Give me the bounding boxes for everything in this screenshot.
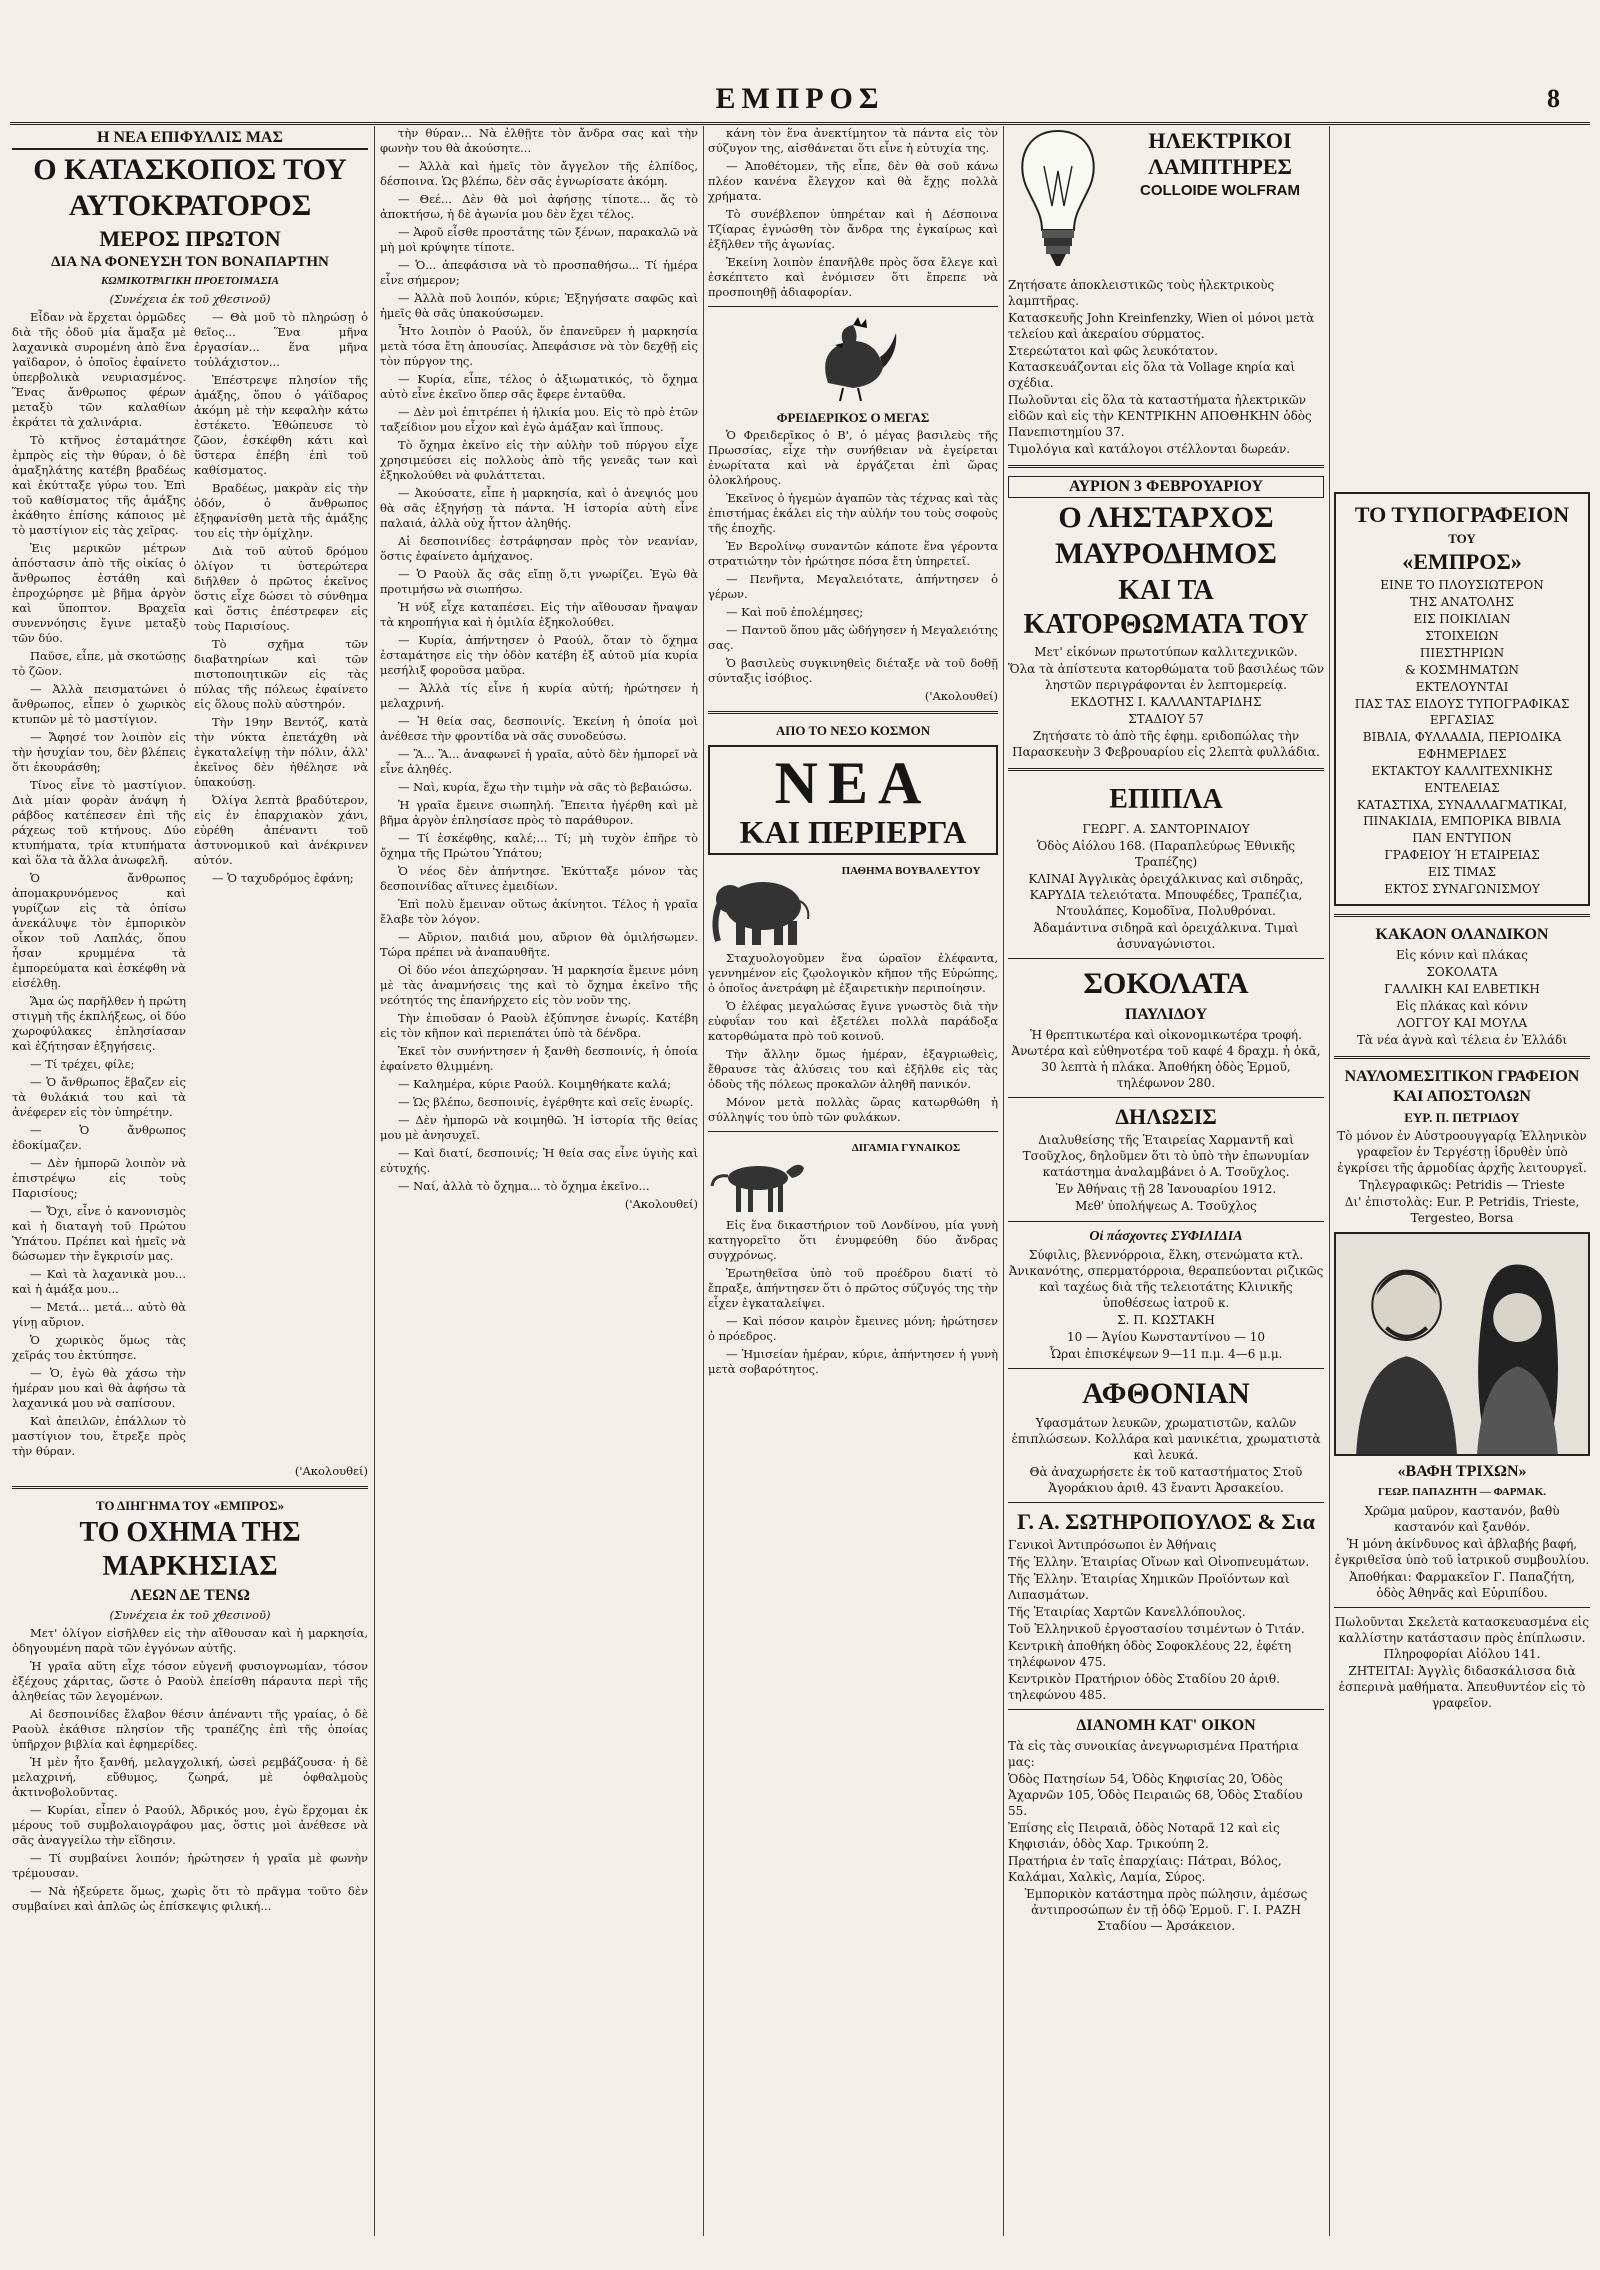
column-rule	[703, 126, 704, 2236]
ad-line: ΖΗΤΕΙΤΑΙ: Ἀγγλὶς διδασκάλισσα διὰ ἑσπερινὰ μαθήματα. Ἀπευθυντέον εἰς τὸ γραφεῖον.	[1338, 1664, 1586, 1710]
column-rule	[1329, 126, 1330, 2236]
ad-line: ΠΑΣ ΤΑΣ ΕΙΔΟΥΣ ΤΥΠΟΓΡΑΦΙΚΑΣ ΕΡΓΑΣΙΑΣ	[1354, 697, 1570, 727]
paragraph: Ὁ Φρειδερῖκος ὁ Β', ὁ μέγας βασιλεὺς τῆς Πρωσσίας, εἶχε τὴν συνήθειαν νὰ ἐγείρεται ἐνωρίτατα καὶ νὰ ἐργάζεται ἐπὶ ὥρας ὁλοκλήρους.	[708, 428, 998, 487]
ad-line: Δι' ἐπιστολὰς: Eur. P. Petridis, Trieste, Tergesteo, Borsa	[1344, 1195, 1580, 1225]
paragraph: — Ἀποθέτομεν, τῆς εἶπε, δὲν θὰ σοῦ κάνω πλέον κανένα ἔλεγχον καὶ θὰ ἔχῃς πολλὰ χρήματα.	[708, 159, 998, 203]
column-ads-a	[1008, 126, 1324, 2236]
paragraph: — Ἡ θεία σας, δεσποινίς. Ἐκείνη ἡ ὁποία μοὶ ἀνέθεσε τὴν φροντίδα νὰ σᾶς συνοδεύσω.	[380, 714, 698, 743]
paragraph: — Τί τρέχει, φίλε;	[30, 1057, 135, 1071]
print-shop-ad	[1334, 492, 1590, 906]
elephant-illustration	[708, 861, 818, 951]
divider	[708, 711, 998, 714]
ad-line: Πωλοῦνται εἰς ὅλα τὰ καταστήματα ἠλεκτρικῶν εἰδῶν καὶ εἰς τὴν ΚΕΝΤΡΙΚΗΝ ΑΠΟΘΗΚΗΝ ὁδὸς Πανεπιστημίου 37.	[1008, 393, 1312, 439]
paragraph: — Κυρίαι, εἶπεν ὁ Ραούλ, Ἀδρικός μου, ἐγὼ ἔρχομαι ἐκ μέρους τοῦ συμβολαιογράφου μας, ὅστις μοὶ ἀνέθεσε νὰ σᾶς ἀναγγείλω τὴν εἴδησιν.	[12, 1803, 368, 1847]
ad-line: ΠΙΕΣΤΗΡΙΩΝ	[1419, 646, 1505, 660]
dog-text	[708, 1218, 998, 1377]
paragraph: Τίνος εἶνε τὸ μαστίγιον. Διὰ μίαν φορὰν ἀνάψη ἡ ράβδος κατέπεσεν ἐπὶ τῆς ράχεως τοῦ κτήνους. Δύο κτυπήματα, τρία κτυπήματα καὶ ὅλα τὰ ἄλλα ἀνωφελῆ.	[12, 778, 186, 867]
ad-line: Τὸ μόνον ἐν Αὐστροουγγαρίᾳ Ἑλληνικὸν γραφεῖον ἐν Τεργέστῃ ἱδρυθὲν ὑπὸ ἐγκρίσει τῆς ἁρμοδίας ἀρχῆς λειτουργεῖ.	[1337, 1129, 1587, 1175]
ad-line: ΕΙΣ ΤΙΜΑΣ	[1428, 865, 1496, 879]
serial-body	[12, 310, 368, 1462]
print-shop-name: «ΕΜΠΡΟΣ»	[1402, 549, 1522, 574]
ad-line: Κεντρικὴ ἀποθήκη ὁδὸς Σοφοκλέους 22, ἐφέτη τηλέφωνον 475.	[1008, 1639, 1292, 1669]
clinic-ad-text	[1008, 1247, 1324, 1362]
column-ads-b	[1334, 126, 1590, 2236]
ad-line: Τῆς Ἑλλην. Ἑταιρίας Χημικῶν Προϊόντων καὶ Λιπασμάτων.	[1008, 1572, 1290, 1602]
chocolate-ad-title: ΣΟΚΟΛΑΤΑ	[1083, 967, 1249, 1000]
ad-line: ΕΚΤΕΛΟΥΝΤΑΙ	[1415, 680, 1509, 694]
paragraph: Καὶ ἀπειλῶν, ἐπάλλων τὸ μαστίγιον του, ἔτρεξε πρὸς τὴν θύραν.	[12, 1414, 186, 1458]
paragraph: — Ἀκούσατε, εἶπε ἡ μαρκησία, καὶ ὁ ἀνεψιός μου θὰ σᾶς ἐξηγήσῃ τὰ πάντα. Ἡ ἱστορία αὐτὴ εἶνε παλαιά, ἀλλὰ οὐχ ἧττον ἀληθής.	[380, 486, 698, 530]
distribution-text	[1008, 1738, 1324, 1885]
ad-line: Ἀποθήκαι: Φαρμακεῖον Γ. Παπαζήτη, ὁδὸς Ἀθηνᾶς καὶ Εὐριπίδου.	[1349, 1570, 1575, 1600]
paragraph: — Ἀλλὰ καὶ ἡμεῖς τὸν ἄγγελον τῆς ἐλπίδος, δέσποινα. Ὡς βλέπω, δὲν σᾶς ἐγνωρίσατε ἀκόμη.	[380, 159, 698, 188]
hair-dye-portrait	[1334, 1232, 1590, 1456]
ad-line: Εἰς κόνιν καὶ πλάκας	[1396, 948, 1528, 962]
ad-line: ΚΑΤΑΣΤΙΧΑ, ΣΥΝΑΛΛΑΓΜΑΤΙΚΑΙ, ΠΙΝΑΚΙΔΙΑ, ΕΜΠΟΡΙΚΑ ΒΙΒΛΙΑ	[1356, 798, 1568, 828]
print-shop-text	[1342, 577, 1582, 897]
ad-line: Πρατήρια ἐν ταῖς ἐπαρχίαις: Πάτραι, Βόλος, Καλάμαι, Χαλκὶς, Λαμία, Σύρος.	[1008, 1854, 1282, 1884]
divider	[1008, 1502, 1324, 1503]
chocolate-ad-brand: ΠΑΥΛΙΔΟΥ	[1124, 1006, 1208, 1023]
news-text	[708, 126, 998, 300]
paragraph: — Ἄφησέ τον λοιπὸν εἰς τὴν ἡσυχίαν του, δὲν βλέπεις ὅτι ἐκουράσθη;	[12, 730, 186, 774]
novel-author: ΛΕΩΝ ΔΕ ΤΕΝΩ	[130, 1587, 250, 1604]
ad-line: ΠΑΝ ΕΝΤΥΠΟΝ	[1412, 831, 1512, 845]
serial-title: Ο ΚΑΤΑΣΚΟΠΟΣ ΤΟΥ ΑΥΤΟΚΡΑΤΟΡΟΣ	[33, 153, 347, 222]
paragraph: Εἶδαν νὰ ἔρχεται ὁρμῶδες διὰ τῆς ὁδοῦ μία ἅμαξα μὲ λαχανικὰ συρομένη ἀπὸ ἕνα γαϊδαρον, ὁ ὁποῖος ἐφαίνετο ὑπερβολικὰ νευριασμένος. Ἕνας ἄνθρωπος φέρων μεταξὺ τῶν καλαθίων ἐκράτει τὰ χαλινάρια.	[12, 310, 186, 429]
paragraph: — Τί ἐσκέφθης, καλέ;... Τί; μὴ τυχὸν ἐπῆρε τὸ ὄχημα τῆς Πρώτου Ὑπάτου;	[380, 831, 698, 860]
serial-subtitle: ΔΙΑ ΝΑ ΦΟΝΕΥΣΗ ΤΟΝ ΒΟΝΑΠΑΡΤΗΝ	[51, 254, 329, 270]
ad-line: ΣΤΟΙΧΕΙΩΝ	[1425, 629, 1499, 643]
divider	[1334, 914, 1590, 917]
ad-line: Ζητήσατε τὸ ἀπὸ τῆς ἐφημ. εριδοπώλας τὴν Παρασκευὴν 3 Φεβρουαρίου εἰς 2λεπτὰ φυλλάδια.	[1012, 729, 1320, 759]
serial-continued: (Συνέχεια ἐκ τοῦ χθεσινοῦ)	[109, 292, 271, 306]
paragraph: — Δὲν μοὶ ἐπιτρέπει ἡ ἡλικία μου. Εἰς τὸ πρὸ ἐτῶν ταξείδιον μου εἶχον καὶ ἐγὼ ἁμάξαν καὶ ἵππους.	[380, 405, 698, 434]
serial-part: ΜΕΡΟΣ ΠΡΩΤΟΝ	[99, 226, 281, 251]
shipping-ad-title: ΝΑΥΛΟΜΕΣΙΤΙΚΟΝ ΓΡΑΦΕΙΟΝ ΚΑΙ ΑΠΟΣΤΟΛΩΝ	[1344, 1068, 1580, 1105]
ad-line: Τηλεγραφικῶς: Petridis — Trieste	[1359, 1178, 1565, 1192]
print-shop-tou: ΤΟΥ	[1448, 531, 1476, 546]
divider	[1008, 1709, 1324, 1710]
ad-line: Ἀδαμάντινα σιδηρᾶ καὶ ὀρειχάλκινα. Τιμαὶ ἀσυναγώνιστοι.	[1033, 921, 1299, 951]
paragraph: Ἡ γραῖα αὕτη εἶχε τόσον εὐγενῆ φυσιογνωμίαν, τόσον ἐξέχους χάριτας, ὥστε ὁ Ραοὺλ ἐπείσθη πάραυτα περὶ τῆς ἀληθείας τῶν λεγομένων.	[12, 1659, 368, 1703]
paragraph: Ἅμα ὡς παρῆλθεν ἡ πρώτη στιγμὴ τῆς ἐκπλήξεως, οἱ δύο χωροφύλακες ἐπλησίασαν καὶ ἐζήτησαν ἐξηγήσεις.	[12, 994, 186, 1053]
paragraph: Ὀλίγα λεπτὰ βραδύτερον, εἰς ἐν ἑπαρχιακὸν χάνι, εὑρέθη ἀπέναντι τοῦ ἀστυνομικοῦ καὶ ἀνέκρινεν αὐτόν.	[194, 793, 368, 867]
ad-line: Υφασμάτων λευκῶν, χρωματιστῶν, καλῶν ἐπιπλώσεων. Κολλάρα καὶ μανικέτια, χρωματιστὰ καὶ λευκά.	[1011, 1416, 1321, 1462]
paragraph: Ὁ βασιλεὺς συγκινηθεὶς διέταξε νὰ τοῦ δοθῇ σύνταξις ἰσόβιος.	[708, 656, 998, 685]
ad-line: ΒΙΒΛΙΑ, ΦΥΛΛΑΔΙΑ, ΠΕΡΙΟΔΙΚΑ	[1362, 730, 1562, 744]
ad-line: & ΚΟΣΜΗΜΑΤΩΝ	[1405, 663, 1519, 677]
bulb-title: ΗΛΕΚΤΡΙΚΟΙ ΛΑΜΠΤΗΡΕΣ	[1148, 128, 1292, 179]
ad-line: ΣΟΚΟΛΑΤΑ	[1426, 965, 1498, 979]
paragraph: Ἐις μερικῶν μέτρων ἀπόστασιν ἀπὸ τῆς οἰκίας ὁ ἄνθρωπος ἐστάθη καὶ ἐπροχώρησε μὲ βῆμα ἀργὸν καὶ ὕποπτον. Βραχεῖα συνεννόησις ἔγινε μεταξὺ τῶν δύο.	[12, 541, 186, 645]
paragraph: Τὴν ἄλλην ὅμως ἡμέραν, ἐξαγριωθεὶς, ἔθραυσε τὰς ἁλύσεις του καὶ ἐξῆλθε εἰς τὰς ὁδοὺς τῆς πόλεως προκαλῶν ἀληθῆ πανικόν.	[708, 1047, 998, 1091]
paragraph: — Ὄχι, εἶνε ὁ κανονισμὸς καὶ ἡ διαταγὴ τοῦ Πρώτου Ὑπάτου. Πρέπει καὶ ἡμεῖς νὰ δώσωμεν τὴν ἔγκρισίν μας.	[12, 1204, 186, 1263]
cocoa-ad-text	[1334, 947, 1590, 1048]
ad-line: Τὰ εἰς τὰς συνοικίας ἀνεγνωρισμένα Πρατήρια μας:	[1008, 1739, 1299, 1769]
shipping-ad-name: ΕΥΡ. Π. ΠΕΤΡΙΔΟΥ	[1404, 1110, 1520, 1125]
rooster-illustration	[798, 313, 908, 403]
cocoa-ad-title: ΚΑΚΑΟΝ ΟΛΑΝΔΙΚΟΝ	[1375, 926, 1549, 943]
paragraph: — Δὲν ἠμπορῶ λοιπὸν νὰ ἐπιστρέψω εἰς τοὺς Παρισίους;	[12, 1156, 186, 1200]
paragraph: — Κυρία, ἀπήντησεν ὁ Ραούλ, ὅταν τὸ ὄχημα ἐσταμάτησε εἰς τὴν ὁδὸν κατέβη ἐξ αὐτοῦ μία κυρία μεσήλιξ φοροῦσα μαῦρα.	[380, 633, 698, 677]
agency-ad-text	[1008, 1537, 1324, 1703]
paragraph: — Ὁ, ἐγὼ θὰ χάσω τὴν ἡμέραν μου καὶ θὰ ἀφήσω τὰ λαχανικά μου νὰ σαπίσουν.	[12, 1366, 186, 1410]
paragraph: — Νὰ ἠξεύρετε ὅμως, χωρὶς ὅτι τὸ πρᾶγμα τοῦτο δὲν συμβαίνει καὶ ἀπλῶς ὡς ἐπίσκεψις φιλική...	[12, 1884, 368, 1913]
paragraph: Τὴν ἐπιοῦσαν ὁ Ραοὺλ ἐξύπνησε ἐνωρίς. Κατέβη εἰς τὸν κῆπον καὶ περιεπάτει ὑπὸ τὰ δένδρα.	[380, 1011, 698, 1040]
chocolate-ad-text	[1008, 1027, 1324, 1091]
serial-text-right	[194, 310, 368, 1462]
hair-dye-subtitle: ΓΕΩΡ. ΠΑΠΑΖΗΤΗ — ΦΑΡΜΑΚ.	[1377, 1486, 1547, 1498]
ad-line: ΕΦΗΜΕΡΙΔΕΣ	[1417, 747, 1507, 761]
serial-text-left	[12, 310, 186, 1462]
ad-line: ΣΤΑΔΙΟΥ 57	[1128, 712, 1204, 726]
ad-line: Ἡ θρεπτικωτέρα καὶ οἰκονομικωτέρα τροφή. Ἀνωτέρα καὶ εὐθηνοτέρα τοῦ καφέ 4 δραχμ. ἡ ὀκᾶ, 30 λεπτὰ ἡ πλάκα. Ἀποθήκη ὁδὸς Ἑρμοῦ, τηλέφωνον 280.	[1011, 1028, 1321, 1090]
book-ad-title: Ο ΛΗΣΤΑΡΧΟΣ ΜΑΥΡΟΔΗΜΟΣ	[1055, 501, 1277, 570]
divider	[1334, 1056, 1590, 1059]
fabric-ad-title: ΑΦΘΟΝΙΑΝ	[1082, 1377, 1250, 1410]
divider	[1008, 1097, 1324, 1098]
ad-line: Γενικοὶ Ἀντιπρόσωποι ἐν Ἀθήναις	[1008, 1538, 1217, 1552]
classified-text	[1334, 1614, 1590, 1711]
ad-line: Μεθ' ὑπολήψεως Α. Τσοῦχλος	[1075, 1199, 1257, 1213]
ad-line: Τῆς Ἑταιρίας Χαρτῶν Κανελλόπουλος.	[1008, 1605, 1246, 1619]
divider	[1008, 1368, 1324, 1369]
divider	[12, 1486, 368, 1489]
paragraph: Τὸ ὄχημα ἐκεῖνο εἰς τὴν αὐλὴν τοῦ πύργου εἶχε χρησιμεύσει εἰς πολλοὺς ἀπὸ τῆς γενεᾶς των καὶ ἐξηκολούθει νὰ φυλάττεται.	[380, 438, 698, 482]
ads-twin-columns	[1008, 779, 1324, 1215]
ad-line: Ἡ μόνη ἀκίνδυνος καὶ ἀβλαβής βαφή, ἐγκριθεῖσα ὑπὸ τοῦ ἰατρικοῦ συμβουλίου.	[1334, 1537, 1590, 1567]
paragraph: — Ἀλλὰ πεισματώνει ὁ ἄνθρωπος, εἶπεν ὁ χωρικὸς κτυπῶν μὲ τὸ μαστίγιον.	[12, 682, 186, 726]
paragraph: Μόνον μετὰ πολλὰς ὥρας κατωρθώθη ἡ σύλληψίς του ὑπὸ τῶν φυλάκων.	[708, 1095, 998, 1124]
fabric-ad-text	[1008, 1415, 1324, 1496]
agency-ad-title: Γ. Α. ΣΩΤΗΡΟΠΟΥΛΟΣ & Σια	[1017, 1509, 1315, 1534]
paragraph: Τὴν 19ην Βεντόζ, κατὰ τὴν νύκτα ἐπετάχθη νὰ ἐγκαταλείψῃ τὴν πόλιν, ἀλλ' ἐκεῖνος δὲν ἠθέλησε νὰ ὑπακούσῃ.	[194, 715, 368, 789]
ad-line: Ὁδὸς Πατησίων 54, Ὁδὸς Κηφισίας 20, Ὁδὸς Ἀχαρνῶν 105, Ὁδὸς Πειραιῶς 68, Ὁδὸς Σταδίου 55.	[1008, 1772, 1303, 1818]
dog-illustration	[708, 1138, 808, 1218]
paragraph: Αἱ δεσποινίδες ἐστράφησαν πρὸς τὸν νεανίαν, ὅστις ἐφαίνετο ἀμήχανος.	[380, 534, 698, 563]
rooster-title: ΦΡΕΙΔΕΡΙΚΟΣ Ο ΜΕΓΑΣ	[776, 410, 930, 425]
paragraph: Τὸ συνέβλεπον ὑπηρέταν καὶ ἡ Δέσποινα Τζίαρας ἐγνώσθη τὸν ἄνδρα της ἐγκαίρως καὶ ἐξῆλθεν τῆς ἀγωνίας.	[708, 207, 998, 251]
paragraph: Ὁ ἐλέφας μεγαλώσας ἔγινε γνωστὸς διὰ τὴν εὐφυΐαν του καὶ ἐξετέλει πολλὰ παράδοξα κατορθώματα πρὸ τοῦ κοινοῦ.	[708, 999, 998, 1043]
serial-signoff: ('Ακολουθεί)	[294, 1464, 368, 1478]
paragraph: Τὸ σχῆμα τῶν διαβατηρίων καὶ τῶν πιστοποιητικῶν εἰς τὰς πύλας τῆς πόλεως ἐφαίνετο εἰς ὅλους πολὺ αὐστηρόν.	[194, 637, 368, 711]
nea-subtitle: ΚΑΙ ΠΕΡΙΕΡΓΑ	[739, 814, 967, 850]
paragraph: — Τί συμβαίνει λοιπόν; ἠρώτησεν ἡ γραῖα μὲ φωνὴν τρέμουσαν.	[12, 1851, 368, 1880]
ad-line: Χρῶμα μαῦρον, καστανόν, βαθὺ καστανόν καὶ ξανθόν.	[1364, 1504, 1560, 1534]
divider	[1008, 465, 1324, 468]
paragraph: — Καὶ τὰ λαχανικὰ μου... καὶ ἡ ἁμάξα μου...	[12, 1267, 186, 1296]
paragraph: Ἐκείνη λοιπὸν ἐπανῆλθε πρὸς ὅσα ἔλεγε καὶ ἐσκέπτετο καὶ ἐνόμισεν ὅτι ἔπρεπε νὰ προσποιηθῇ ἀδιαφορίαν.	[708, 255, 998, 299]
paragraph: Ἐπὶ πολὺ ἔμειναν οὕτως ἀκίνητοι. Τέλος ἡ γραῖα ἔλαβε τὸν λόγον.	[380, 897, 698, 926]
rooster-signoff: ('Ακολουθεί)	[924, 689, 998, 703]
paragraph: Ἐκεῖνος ὁ ἡγεμὼν ἀγαπῶν τὰς τέχνας καὶ τὰς ἐπιστήμας ἐκάλει εἰς τὴν αὐλήν του τοὺς σοφοὺς τῆς ἐποχῆς.	[708, 491, 998, 535]
ad-line: Ζητήσατε ἀποκλειστικῶς τοὺς ἠλεκτρικοὺς λαμπτῆρας.	[1008, 278, 1275, 308]
novel-text-continued	[380, 126, 698, 1194]
paragraph: — Θὰ μοῦ τὸ πληρώσῃ ὁ θεῖος... Ἕνα μῆνα ἐργασίαν... ἕνα μῆνα τοὐλάχιστον...	[194, 310, 368, 369]
bulb-text	[1008, 277, 1324, 457]
ad-line: ΛΟΓΓΟΥ ΚΑΙ ΜΟΥΛΑ	[1396, 1016, 1528, 1030]
ad-line: ΓΡΑΦΕΙΟΥ Ή ΕΤΑΙΡΕΙΑΣ	[1384, 848, 1540, 862]
paragraph: Ἐρωτηθεῖσα ὑπὸ τοῦ προέδρου διατί τὸ ἔπραξε, ἀπήντησεν ὅτι ὁ πρῶτος σύζυγός της τὴν εἶχεν ἐγκαταλείψει.	[708, 1266, 998, 1310]
paragraph: Βραδέως, μακρὰν εἰς τὴν ὁδόν, ὁ ἄνθρωπος ἐξηφανίσθη μετὰ τῆς ἁμάξης του εἰς τὴν ὁμίχλην.	[194, 481, 368, 540]
serial-kicker: Η ΝΕΑ ΕΠΙΦΥΛΛΙΣ ΜΑΣ	[12, 128, 368, 150]
paragraph: — Ἀλλὰ ποῦ λοιπόν, κύριε; Ἐξηγήσατε σαφῶς καὶ ἡμεῖς θὰ σᾶς ὑπακούσωμεν.	[380, 291, 698, 320]
paragraph: Σταχυολογοῦμεν ἕνα ὡραῖον ἐλέφαντα, γεννημένον εἰς ζῳολογικὸν κῆπον τῆς Εὐρώπης, ὁ ὁποῖος ἀνετράφη μὲ ἐξαιρετικὴν περιποίησιν.	[708, 951, 998, 995]
ad-line: ΤΗΣ ΑΝΑΤΟΛΗΣ	[1409, 595, 1515, 609]
sale-text	[1008, 1886, 1324, 1934]
bulb-ad-spacer	[1334, 126, 1590, 486]
distribution-title: ΔΙΑΝΟΜΗ ΚΑΤ' ΟΙΚΟΝ	[1076, 1717, 1256, 1734]
ad-line: Ὧραι ἐπισκέψεων 9—11 π.μ. 4—6 μ.μ.	[1049, 1347, 1283, 1361]
paragraph: — Καὶ ποῦ ἐπολέμησες;	[726, 605, 864, 619]
ad-line: Κεντρικὸν Πρατήριον ὁδὸς Σταδίου 20 ἀριθ. τηλεφώνου 485.	[1008, 1672, 1280, 1702]
paragraph: Ἐκεῖ τὸν συνήντησεν ἡ ξανθὴ δεσποινίς, ἡ ὁποία ἐφαίνετο θλιμμένη.	[380, 1044, 698, 1073]
paragraph: — Αὔριον, παιδιά μου, αὔριον θὰ ὁμιλήσωμεν. Τώρα πρέπει νὰ ἀναπαυθῆτε.	[380, 930, 698, 959]
shipping-ad-text	[1334, 1128, 1590, 1226]
book-ad-subtitle: ΚΑΙ ΤΑ ΚΑΤΟΡΘΩΜΑΤΑ ΤΟΥ	[1023, 575, 1309, 640]
ad-line: Τῆς Ἑλλην. Ἑταιρίας Οἴνων καὶ Οἰνοπνευμάτων.	[1008, 1555, 1310, 1569]
ad-line: ΚΛΙΝΑΙ Ἀγγλικὰς ὀρειχάλκινας καὶ σιδηρᾶς, ΚΑΡΥΔΙΑ τελειότατα. Μπουφέδες, Τραπέζια, Ντουλάπες, Κομοδῖνα, Πολυθρόναι.	[1028, 872, 1304, 918]
ad-line: Κατασκευῆς John Kreinfenzky, Wien οἱ μόνοι μετὰ τελείου καὶ ἀκεραίου σύρματος.	[1008, 311, 1315, 341]
ad-line: ΕΙΣ ΠΟΙΚΙΛΙΑΝ	[1413, 612, 1511, 626]
ad-line: Ὁδὸς Αἰόλου 168. (Παραπλεύρως Ἐθνικῆς Τραπέζης)	[1036, 839, 1296, 869]
portrait-illustration	[1336, 1234, 1588, 1454]
ad-line: Ἐμπορικὸν κατάστημα πρὸς πώλησιν, ἀμέσως ἀντιπροσώπων ἐν τῇ ὁδῷ Ἑρμοῦ. Γ. Ι. ΡΑΖΗ Σταδίου — Ἀρσάκειον.	[1024, 1887, 1308, 1933]
ad-line: Σ. Π. ΚΩΣΤΑΚΗ	[1117, 1313, 1215, 1327]
paragraph: Ἦτο λοιπὸν ὁ Ραούλ, ὅν ἐπανεῦρεν ἡ μαρκησία μετὰ τόσα ἔτη ἀπουσίας. Ἀπεφάσισε νὰ τὸν δεχθῇ εἰς τὸν πύργον της.	[380, 324, 698, 368]
ad-line: ΓΑΛΛΙΚΗ ΚΑΙ ΕΛΒΕΤΙΚΗ	[1384, 982, 1540, 996]
paragraph: — Ἡμισείαν ἡμέραν, κύριε, ἀπήντησεν ἡ γυνὴ μετὰ σοβαρότητος.	[708, 1347, 998, 1376]
paragraph: Εἰς ἕνα δικαστήριον τοῦ Λονδίνου, μία γυνὴ κατηγορεῖτο ὅτι ἐνυμφεύθη δύο ἄνδρας συγχρόνως.	[708, 1218, 998, 1262]
paragraph: Ἡ γραῖα ἔμεινε σιωπηλή. Ἔπειτα ἠγέρθη καὶ μὲ βῆμα ἀργὸν ἐπλησίασε πρὸς τὸ παράθυρον.	[380, 798, 698, 827]
ad-line: Μετ' εἰκόνων πρωτοτύπων καλλιτεχνικῶν.	[1034, 645, 1298, 659]
paragraph: — Ὁ ἄνθρωπος ἐδοκίμαζεν.	[12, 1123, 186, 1152]
ad-line: ΕΚΔΟΤΗΣ Ι. ΚΑΛΛΑΝΤΑΡΙΔΗΣ	[1070, 695, 1262, 709]
elephant-text	[708, 951, 998, 1125]
ad-line: ΕΙΝΕ ΤΟ ΠΛΟΥΣΙΩΤΕΡΟΝ	[1380, 578, 1544, 592]
divider	[1008, 1221, 1324, 1222]
hair-dye-text	[1334, 1503, 1590, 1601]
novel-title: ΤΟ ΟΧΗΜΑ ΤΗΣ ΜΑΡΚΗΣΙΑΣ	[79, 1517, 301, 1582]
paragraph: — Ναί, ἀλλὰ τὸ ὄχημα... τὸ ὄχημα ἐκεῖνο...	[398, 1179, 650, 1193]
novel-text	[12, 1626, 368, 1914]
paragraph: Ὁ χωρικὸς ὅμως τὰς χεῖράς του ἐκτύπησε.	[12, 1333, 186, 1362]
ad-line: Τὰ νέα ἀγνὰ καὶ τέλεια ἐν Ἑλλάδι	[1356, 1033, 1568, 1047]
paragraph: Διὰ τοῦ αὐτοῦ δρόμου ὀλίγον τι ὑστερώτερα διῆλθεν ὁ πρῶτος ἐκεῖνος ὅστις εἶχε δώσει τὸ σύνθημα καὶ ὅστις ἐπέστρεφεν εἰς τοὺς Παρισίους.	[194, 544, 368, 633]
paragraph: κάνη τὸν ἕνα ἀνεκτίμητον τὰ πάντα εἰς τὸν σύζυγον της, αἰσθάνεται ὅτι εἶνε ἡ εὐτυχία της.	[708, 126, 998, 155]
ad-line: Τοῦ Ἑλληνικοῦ ἐργοστασίου τσιμέντων ὁ Τιτάν.	[1008, 1622, 1305, 1636]
paragraph: Τὸ κτῆνος ἐσταμάτησε ἐμπρὸς εἰς τὴν θύραν, ὁ δὲ ἁμαξηλάτης κατέβη βραδέως καὶ ἐκύτταξε γύρω του. Ἐπὶ τοῦ καθίσματος τῆς ἁμάξης ἐκάθητο ἐπίσης κάποιος μὲ τὸ μαστίγιον εἰς τὰς χεῖρας.	[12, 433, 186, 537]
column-rule	[1003, 126, 1004, 2236]
paragraph: — Ὁ Ραοὺλ ἄς σᾶς εἴπῃ ὅ,τι γνωρίζει. Ἐγὼ θὰ προτιμήσω νὰ σιωπήσω.	[380, 567, 698, 596]
paragraph: — Ἀλλὰ τίς εἶνε ἡ κυρία αὐτή; ἠρώτησεν ἡ μελαχρινή.	[380, 681, 698, 710]
bulb-subtitle: COLLOIDE WOLFRAM	[1140, 182, 1300, 199]
paragraph: Παῦσε, εἶπε, μὰ σκοτώσῃς τὸ ζῶον.	[12, 649, 186, 678]
paragraph: — Ὁ ταχυδρόμος ἐφάνη;	[212, 871, 354, 885]
novel-continued: (Συνέχεια ἐκ τοῦ χθεσινοῦ)	[109, 1608, 271, 1622]
column-news	[708, 126, 998, 2236]
divider	[1334, 1607, 1590, 1608]
paragraph: Ὁ νέος δὲν ἀπήντησε. Ἐκύτταξε μόνον τὰς δεσποινίδας αἵτινες ἐμειδίων.	[380, 864, 698, 893]
ad-line: Σύφιλις, βλεννόρροια, ἕλκη, στενώματα κτλ. Ἀνικανότης, σπερματόρροια, θεραπεύονται ριζικῶς καὶ ταχέως διὰ τῆς τελειοτάτης Κλινικῆς ὑποθέσεως ἰατροῦ κ.	[1008, 1248, 1324, 1310]
paragraph: — Θεέ... Δὲν θὰ μοὶ ἀφήσῃς τίποτε... ἄς τὸ ἀποκτήσω, ἡ δὲ ἀγωνία μου δὲν ἔχει τέλος.	[380, 192, 698, 221]
elephant-block	[708, 861, 998, 951]
book-ad-text	[1008, 644, 1324, 760]
ad-line: Τιμολόγια καὶ κατάλογοι στέλλονται δωρεάν.	[1008, 442, 1291, 456]
paragraph: — Ὁ... ἀπεφάσισα νὰ τὸ προσπαθήσω... Τί ἡμέρα εἶνε σήμερον;	[380, 258, 698, 287]
paragraph: Μετ' ὀλίγον εἰσῆλθεν εἰς τὴν αἴθουσαν καὶ ἡ μαρκησία, ὁδηγουμένη παρὰ τῶν ἐγγόνων αὐτῆς.	[12, 1626, 368, 1655]
column-rule	[374, 126, 375, 2236]
page-number: 8	[1547, 84, 1560, 113]
divider	[708, 1131, 998, 1132]
paragraph: — Ναὶ, κυρία, ἔχω τὴν τιμὴν νὰ σᾶς τὸ βεβαιώσω.	[398, 780, 693, 794]
paragraph: Ἐπέστρεψε πλησίον τῆς ἁμάξης, ὅπου ὁ γάϊδαρος ἀκόμη μὲ τὴν κεφαλὴν κάτω ἐστέκετο. Ἐθώπευσε τὸ ζῶον, ἐσκέφθη κάτι καὶ ὕστερα ἐπέβη ἐπὶ τοῦ καθίσματος.	[194, 373, 368, 477]
elephant-head: ΠΑΘΗΜΑ ΒΟΥΒΑΛΕΥΤΟΥ	[841, 865, 981, 877]
ad-line: Εἰς πλάκας καὶ κόνιν	[1396, 999, 1528, 1013]
ad-line: Πωλοῦνται Σκελετὰ κατασκευασμένα εἰς καλλίστην κατάστασιν πρὸς ἐπίπλωσιν. Πληροφορίαι Αἰόλου 141.	[1334, 1615, 1590, 1661]
furniture-ad-text	[1008, 821, 1324, 952]
divider	[1008, 958, 1324, 959]
ad-line: ΕΝΤΕΛΕΙΑΣ	[1424, 781, 1500, 795]
clinic-ad-title: Οἱ πάσχοντες ΣΥΦΙΛΙΔΙΑ	[1089, 1229, 1243, 1244]
bulb-ad	[1008, 126, 1324, 276]
nea-kicker: ΑΠΟ ΤΟ ΝΕΣΟ ΚΟΣΜΟΝ	[775, 723, 931, 738]
book-ad-date: ΑΥΡΙΟΝ 3 ΦΕΒΡΟΥΑΡΙΟΥ	[1008, 476, 1324, 498]
dog-head: ΔΙΓΑΜΙΑ ΓΥΝΑΙΚΟΣ	[851, 1142, 961, 1154]
nea-big-title: ΝΕΑ	[774, 750, 932, 816]
ad-line: Διαλυθείσης τῆς Ἑταιρείας Χαρμαντῆ καὶ Τσοῦχλος, δηλοῦμεν ὅτι τὸ ὑπὸ τὴν ἐπωνυμίαν κατάστημα ἀναλαμβάνει ὁ Α. Τσοῦχλος.	[1022, 1133, 1310, 1179]
paragraph: — Ἂ... Ἂ... ἀναφωνεῖ ἡ γραῖα, αὐτὸ δὲν ἠμπορεῖ νὰ εἶνε ἀληθές.	[380, 747, 698, 776]
novel-signoff: ('Ακολουθεί)	[624, 1197, 698, 1211]
masthead-title: ΕΜΠΡΟΣ	[715, 82, 885, 115]
ad-line: 10 — Ἁγίου Κωνσταντίνου — 10	[1066, 1330, 1266, 1344]
dog-block	[708, 1138, 998, 1218]
paragraph: Ἡ μὲν ἦτο ξανθή, μελαγχολική, ὡσεὶ ρεμβάζουσα· ἡ δὲ μελαχρινή, εὔθυμος, ζωηρά, μὲ ὀφθαλμοὺς ἀκτινοβολοῦντας.	[12, 1755, 368, 1799]
hair-dye-title: «ΒΑΦΗ ΤΡΙΧΩΝ»	[1397, 1463, 1527, 1480]
paragraph: — Καὶ διατί, δεσποινίς; Ἡ θεία σας εἶνε ὑγιὴς καὶ εὐτυχής.	[380, 1146, 698, 1175]
ad-line: Θὰ ἀναχωρήσετε ἐκ τοῦ καταστήματος Στοῦ Ἀγοράκιου ἀριθ. 43 ἔναντι Ἀρσακείου.	[1029, 1465, 1303, 1495]
paragraph: Ἡ νύξ εἶχε καταπέσει. Εἰς τὴν αἴθουσαν ἤναψαν τὰ κηροπήγια καὶ ἡ ὁμιλία ἐξηκολούθει.	[380, 600, 698, 629]
paragraph: — Μετά... μετά... αὐτὸ θὰ γίνῃ αὔριον.	[12, 1300, 186, 1329]
declaration-text	[1008, 1132, 1324, 1214]
ad-line: Ὅλα τὰ ἀπίστευτα κατορθώματα τοῦ βασιλέως τῶν ληστῶν περιγράφονται ἐν λεπτομερείᾳ.	[1008, 662, 1324, 692]
paragraph: — Καλημέρα, κύριε Ραούλ. Κοιμηθήκατε καλά;	[398, 1077, 672, 1091]
ad-line: Στερεώτατοι καὶ φῶς λευκότατον. Κατασκευάζονται εἰς ὅλα τὰ Vollage κηρία καὶ σχέδια.	[1008, 344, 1296, 390]
rooster-text	[708, 428, 998, 686]
paragraph: Αἱ δεσποινίδες ἔλαβον θέσιν ἀπέναντι τῆς γραίας, ὁ δὲ Ραοὺλ ἐκάθισε πλησίον τῆς τραπέζης ἐπὶ τῆς ὁποίας ὑπῆρχον βιβλία καὶ ἐφημερίδες.	[12, 1707, 368, 1751]
ad-line: ΕΚΤΑΚΤΟΥ ΚΑΛΛΙΤΕΧΝΙΚΗΣ	[1371, 764, 1553, 778]
ad-line: Ἐπίσης εἰς Πειραιᾶ, ὁδὸς Νοταρᾶ 12 καὶ εἰς Κηφισιάν, ὁδὸς Χαρ. Τρικούπη 2.	[1008, 1821, 1280, 1851]
ads-left	[1008, 779, 1324, 1215]
paragraph: Ὁ ἄνθρωπος ἀπομακρυνόμενος καὶ γυρίζων εἰς τὰ ὀπίσω ἀνεκάλυψε τὸν ἐμπορικὸν οἶκον τοῦ Λαπλάς, ὅπου ἦσαν κρυμμένα τὰ ἐμπορεύματα καὶ ἐσκέφθη νὰ εἰσέλθῃ.	[12, 871, 186, 990]
paragraph: τὴν θύραν... Νὰ ἐλθῇτε τὸν ἄνδρα σας καὶ τὴν φωνὴν του θὰ ἀκούσητε...	[380, 126, 698, 155]
lightbulb-illustration	[1008, 126, 1108, 276]
column-novel-continued	[380, 126, 698, 2236]
paragraph: — Δὲν ἠμπορῶ νὰ κοιμηθῶ. Ἡ ἱστορία τῆς θείας μου μὲ ἀνησυχεῖ.	[380, 1113, 698, 1142]
divider	[1008, 768, 1324, 771]
nea-masthead	[708, 745, 998, 855]
divider	[708, 306, 998, 307]
serial-section: ΚΩΜΙΚΟΤΡΑΓΙΚΗ ΠΡΟΕΤΟΙΜΑΣΙΑ	[101, 275, 279, 287]
paragraph: — Παντοῦ ὅπου μᾶς ὡδήγησεν ἡ Μεγαλειότης σας.	[708, 623, 998, 652]
paragraph: — Ὁ ἄνθρωπος ἔβαζεν εἰς τὰ θυλάκιά του καὶ τὰ ἀνέφερεν εἰς τὸν ὑπηρέτην.	[12, 1075, 186, 1119]
furniture-ad-title: ΕΠΙΠΛΑ	[1109, 784, 1223, 815]
novel-kicker: ΤΟ ΔΙΗΓΗΜΑ ΤΟΥ «ΕΜΠΡΟΣ»	[95, 1498, 285, 1513]
paragraph: Οἱ δύο νέοι ἀπεχώρησαν. Ἡ μαρκησία ἔμεινε μόνη μὲ τὰς ἀναμνήσεις της καὶ τὸ ὄχημα ἐκεῖνο τῆς νεότητός της ἐπανήρχετο εἰς τὸν νοῦν της.	[380, 963, 698, 1007]
paragraph: — Ὡς βλέπω, δεσποινίς, ἐγέρθητε καὶ σεῖς ἐνωρίς.	[398, 1095, 694, 1109]
paragraph: Ἐν Βερολίνῳ συναντῶν κάποτε ἕνα γέροντα στρατιώτην τὸν ἠρώτησε πόσα ἔτη ὑπηρετεῖ.	[708, 539, 998, 568]
masthead	[10, 82, 1590, 125]
paragraph: — Πενῆντα, Μεγαλειότατε, ἀπήντησεν ὁ γέρων.	[708, 572, 998, 601]
declaration-title: ΔΗΛΩΣΙΣ	[1115, 1104, 1217, 1129]
ad-line: ΕΚΤΟΣ ΣΥΝΑΓΩΝΙΣΜΟΥ	[1384, 882, 1540, 896]
ad-line: Ἐν Ἀθήναις τῇ 28 Ἰανουαρίου 1912.	[1055, 1182, 1277, 1196]
paragraph: — Καὶ πόσον καιρὸν ἔμεινες μόνη; ἠρώτησεν ὁ πρόεδρος.	[708, 1314, 998, 1343]
paragraph: — Ἀφοῦ εἶσθε προστάτης τῶν ξένων, παρακαλῶ νὰ μὴ μοὶ κρύψητε τίποτε.	[380, 225, 698, 254]
paragraph: — Κυρία, εἶπε, τέλος ὁ ἀξιωματικός, τὸ ὄχημα αὐτὸ εἶνε ἐκεῖνο ὅπερ σᾶς ἔφερε ἐνταῦθα.	[380, 372, 698, 401]
column-serial-novel	[12, 126, 368, 2236]
ad-line: ΓΕΩΡΓ. Α. ΣΑΝΤΟΡΙΝΑΙΟΥ	[1082, 822, 1250, 836]
print-shop-title: ΤΟ ΤΥΠΟΓΡΑΦΕΙΟΝ	[1354, 502, 1570, 527]
